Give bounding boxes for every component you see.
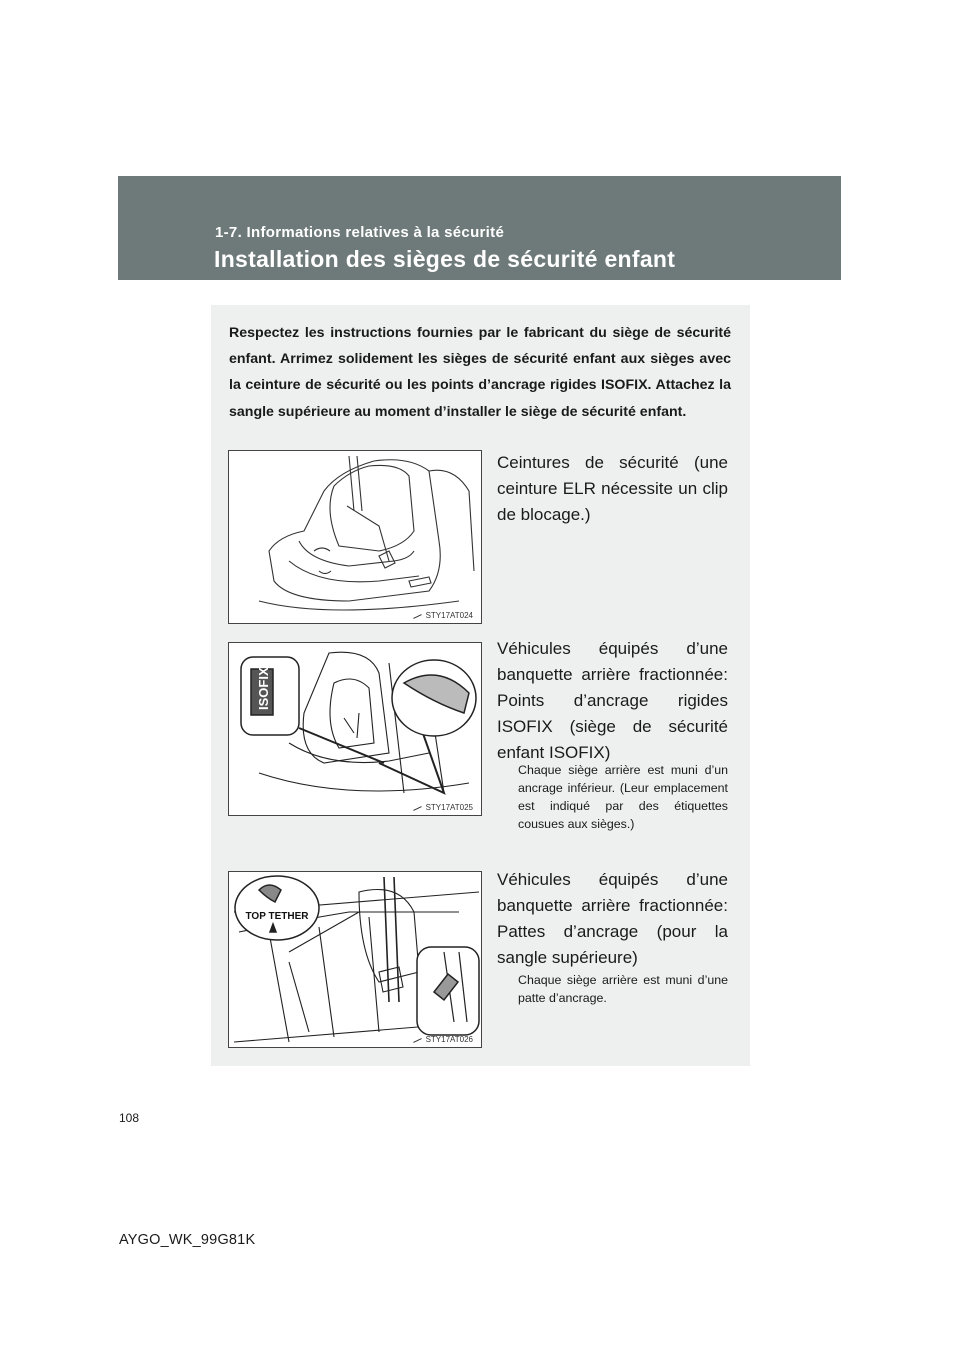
figure-code: STY17AT024 — [425, 611, 473, 620]
document-code: AYGO_WK_99G81K — [119, 1232, 256, 1248]
isofix-label: ISOFIX — [256, 667, 271, 710]
note-top-tether: Chaque siège arrière est muni d’une patte d’ancrage. — [518, 973, 728, 1005]
isofix-anchor-illustration — [229, 643, 482, 816]
page-number: 108 — [119, 1111, 140, 1125]
isofix-figure — [228, 642, 482, 816]
item-top-tether: Véhicules équipés d’une banquette arrière fractionnée: Pattes d’ancrage (pour la sangle supérieure) — [497, 870, 728, 967]
figure-code: STY17AT026 — [425, 1035, 473, 1044]
item-isofix: Véhicules équipés d’une banquette arrière fractionnée: Points d’ancrage rigides ISOFIX (siège de sécurité enfant ISOFIX) — [497, 639, 728, 762]
top-tether-figure — [228, 871, 482, 1048]
intro-text: Respectez les instructions fournies par le fabricant du siège de sécurité enfant. Arrimez solidement les sièges de sécurité enfant aux sièges avec la ceinture de sécurité ou les points d’ancrage rigides ISOFIX. Attachez la sangle supérieure au moment d’installer le siège de sécurité enfant. — [229, 325, 731, 420]
note-isofix: Chaque siège arrière est muni d’un ancrage inférieur. (Leur emplacement est indiqué par des étiquettes cousues aux sièges.) — [518, 763, 728, 831]
top-tether-anchor-illustration — [229, 872, 482, 1048]
figure-code: STY17AT025 — [425, 803, 473, 812]
content-panel — [211, 305, 750, 1066]
item-seatbelts: Ceintures de sécurité (une ceinture ELR nécessite un clip de blocage.) — [497, 453, 728, 524]
seatbelt-figure — [228, 450, 482, 624]
section-title: 1-7. Informations relatives à la sécurité — [215, 224, 505, 241]
top-tether-label: TOP TETHER — [245, 911, 309, 922]
child-seat-seatbelt-illustration — [229, 451, 482, 624]
page-title: Installation des sièges de sécurité enfant — [214, 246, 676, 272]
chapter-header — [118, 176, 841, 280]
